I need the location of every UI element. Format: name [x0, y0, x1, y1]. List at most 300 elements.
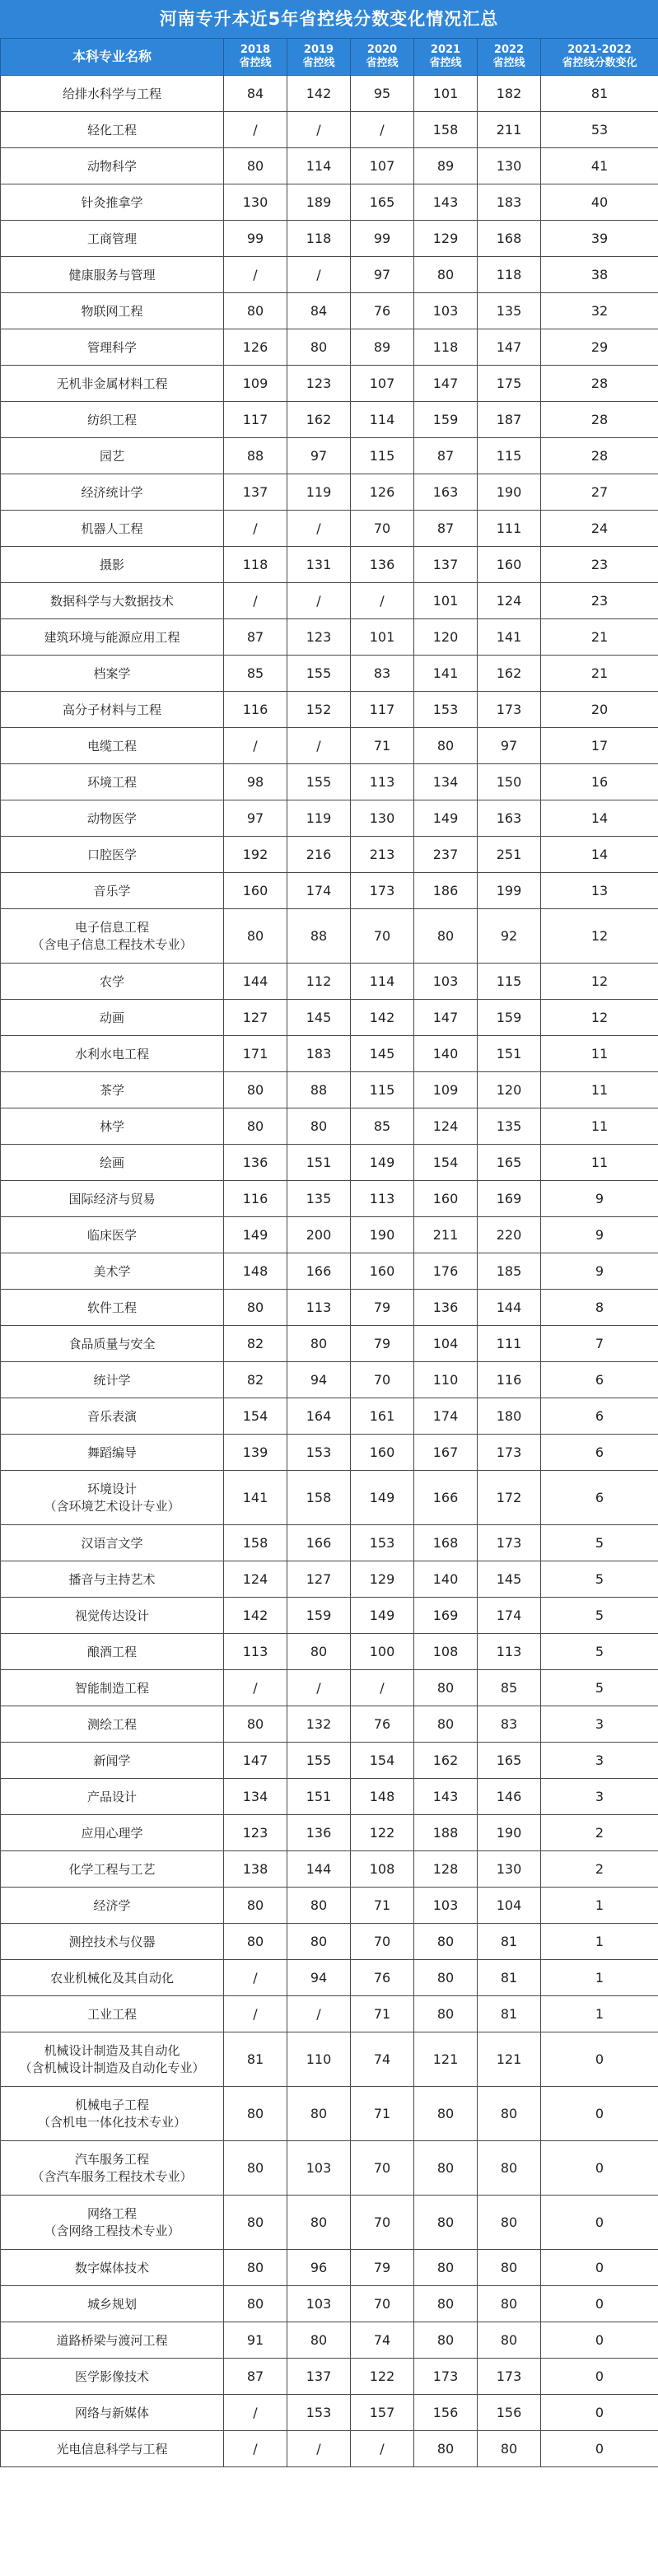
score-2018-cell: /	[224, 257, 287, 293]
score-2022-cell: 120	[478, 1072, 541, 1108]
table-row	[1, 76, 658, 112]
table-row	[1, 1253, 658, 1290]
score-2018-cell: 113	[224, 1634, 287, 1670]
major-name-cell: 音乐表演	[1, 1398, 224, 1435]
score-change-cell: 53	[541, 112, 658, 148]
major-name-cell: 农业机械化及其自动化	[1, 1960, 224, 1996]
score-change-cell: 0	[541, 2196, 658, 2250]
score-2021-cell: 80	[414, 728, 478, 764]
major-name-cell: 经济学	[1, 1888, 224, 1924]
score-2020-cell: 145	[351, 1036, 414, 1072]
score-2019-cell: 164	[287, 1398, 351, 1435]
table-row	[1, 1398, 658, 1435]
major-name-cell: 管理科学	[1, 329, 224, 366]
major-name-cell: 工业工程	[1, 1996, 224, 2032]
score-2020-cell: /	[351, 112, 414, 148]
major-name-cell: 经济统计学	[1, 474, 224, 511]
table-row	[1, 964, 658, 1000]
score-2019-cell: 88	[287, 909, 351, 964]
score-2020-cell: 70	[351, 1362, 414, 1398]
score-2019-cell: 153	[287, 1435, 351, 1471]
major-name-cell: 测控技术与仪器	[1, 1924, 224, 1960]
score-2020-cell: 79	[351, 2250, 414, 2286]
table-row	[1, 329, 658, 366]
major-name-cell: 网络与新媒体	[1, 2395, 224, 2431]
major-name-cell: 舞蹈编导	[1, 1435, 224, 1471]
score-2020-cell: 99	[351, 221, 414, 257]
major-name-cell: 动物科学	[1, 148, 224, 184]
score-change-cell: 14	[541, 837, 658, 873]
score-2022-cell: 92	[478, 909, 541, 964]
score-2021-cell: 147	[414, 1000, 478, 1036]
score-2018-cell: 80	[224, 1108, 287, 1145]
score-2019-cell: 155	[287, 764, 351, 800]
score-2020-cell: 165	[351, 184, 414, 221]
score-2021-cell: 143	[414, 184, 478, 221]
header-row	[1, 39, 658, 76]
score-2019-cell: 152	[287, 692, 351, 728]
score-2018-cell: 130	[224, 184, 287, 221]
major-name-cell: 水利水电工程	[1, 1036, 224, 1072]
score-2018-cell: /	[224, 112, 287, 148]
score-2019-cell: 80	[287, 2087, 351, 2141]
score-2021-cell: 169	[414, 1598, 478, 1634]
page-title: 河南专升本近5年省控线分数变化情况汇总	[0, 0, 658, 38]
score-2020-cell: 129	[351, 1561, 414, 1598]
score-change-cell: 0	[541, 2087, 658, 2141]
score-2021-cell: 188	[414, 1815, 478, 1851]
score-2022-cell: 111	[478, 1326, 541, 1362]
score-2018-cell: 134	[224, 1779, 287, 1815]
score-2022-cell: 251	[478, 837, 541, 873]
score-2018-cell: /	[224, 728, 287, 764]
table-row	[1, 511, 658, 547]
score-2019-cell: 110	[287, 2032, 351, 2087]
score-2021-cell: 211	[414, 1217, 478, 1253]
major-name-cell: 食品质量与安全	[1, 1326, 224, 1362]
major-name-cell: 机器人工程	[1, 511, 224, 547]
table-row	[1, 619, 658, 656]
score-2018-cell: 80	[224, 2250, 287, 2286]
score-2020-cell: 70	[351, 909, 414, 964]
table-row	[1, 2032, 658, 2087]
score-change-cell: 3	[541, 1743, 658, 1779]
score-2018-cell: 141	[224, 1471, 287, 1525]
score-change-cell: 0	[541, 2250, 658, 2286]
table-row	[1, 2395, 658, 2431]
score-2020-cell: 76	[351, 1706, 414, 1743]
score-2019-cell: 80	[287, 1326, 351, 1362]
table-row	[1, 293, 658, 329]
score-2018-cell: 158	[224, 1525, 287, 1561]
score-2019-cell: 151	[287, 1145, 351, 1181]
score-2020-cell: 122	[351, 2359, 414, 2395]
score-2020-cell: 101	[351, 619, 414, 656]
major-name-cell: 临床医学	[1, 1217, 224, 1253]
score-2019-cell: 153	[287, 2395, 351, 2431]
score-2018-cell: 99	[224, 221, 287, 257]
score-2020-cell: 142	[351, 1000, 414, 1036]
score-2018-cell: 80	[224, 148, 287, 184]
score-2018-cell: 116	[224, 692, 287, 728]
major-name-cell: 高分子材料与工程	[1, 692, 224, 728]
score-2022-cell: 144	[478, 1290, 541, 1326]
score-2021-cell: 80	[414, 2322, 478, 2359]
score-2022-cell: 156	[478, 2395, 541, 2431]
score-2020-cell: 76	[351, 1960, 414, 1996]
score-2022-cell: 80	[478, 2286, 541, 2322]
score-2018-cell: 139	[224, 1435, 287, 1471]
score-change-cell: 5	[541, 1525, 658, 1561]
score-change-cell: 29	[541, 329, 658, 366]
score-2021-cell: 87	[414, 438, 478, 474]
score-2019-cell: 158	[287, 1471, 351, 1525]
major-name-cell: 动画	[1, 1000, 224, 1036]
table-row	[1, 2196, 658, 2250]
score-change-cell: 9	[541, 1217, 658, 1253]
score-2022-cell: 80	[478, 2196, 541, 2250]
score-2021-cell: 108	[414, 1634, 478, 1670]
score-2020-cell: 74	[351, 2032, 414, 2087]
score-2019-cell: 131	[287, 547, 351, 583]
score-2018-cell: /	[224, 1960, 287, 1996]
table-row	[1, 2250, 658, 2286]
score-2019-cell: 136	[287, 1815, 351, 1851]
score-2018-cell: 154	[224, 1398, 287, 1435]
table-row	[1, 583, 658, 619]
score-2021-cell: 173	[414, 2359, 478, 2395]
score-2019-cell: 123	[287, 619, 351, 656]
table-row	[1, 1217, 658, 1253]
major-name-cell: 道路桥梁与渡河工程	[1, 2322, 224, 2359]
table-row	[1, 1072, 658, 1108]
major-name-cell: 轻化工程	[1, 112, 224, 148]
table-row	[1, 2286, 658, 2322]
score-change-cell: 5	[541, 1561, 658, 1598]
score-2022-cell: 159	[478, 1000, 541, 1036]
score-2018-cell: 124	[224, 1561, 287, 1598]
major-name-cell: 播音与主持艺术	[1, 1561, 224, 1598]
score-change-cell: 2	[541, 1851, 658, 1888]
major-name-cell: 汉语言文学	[1, 1525, 224, 1561]
score-2022-cell: 160	[478, 547, 541, 583]
score-change-cell: 6	[541, 1471, 658, 1525]
score-2022-cell: 104	[478, 1888, 541, 1924]
score-2021-cell: 128	[414, 1851, 478, 1888]
score-table	[0, 38, 658, 2467]
score-2020-cell: 154	[351, 1743, 414, 1779]
score-2021-cell: 129	[414, 221, 478, 257]
score-2019-cell: 80	[287, 1634, 351, 1670]
score-2022-cell: 85	[478, 1670, 541, 1706]
score-2018-cell: 87	[224, 619, 287, 656]
score-2021-cell: 156	[414, 2395, 478, 2431]
score-2019-cell: 127	[287, 1561, 351, 1598]
score-2020-cell: 149	[351, 1145, 414, 1181]
major-name-cell: 软件工程	[1, 1290, 224, 1326]
score-2019-cell: 174	[287, 873, 351, 909]
score-2019-cell: /	[287, 257, 351, 293]
score-2018-cell: 85	[224, 656, 287, 692]
table-row	[1, 1525, 658, 1561]
score-2020-cell: 126	[351, 474, 414, 511]
score-2022-cell: 115	[478, 438, 541, 474]
score-2018-cell: 137	[224, 474, 287, 511]
score-2020-cell: 108	[351, 1851, 414, 1888]
score-2019-cell: 142	[287, 76, 351, 112]
score-2019-cell: 200	[287, 1217, 351, 1253]
table-row	[1, 366, 658, 402]
major-name-cell: 测绘工程	[1, 1706, 224, 1743]
table-row	[1, 1108, 658, 1145]
score-2019-cell: 155	[287, 1743, 351, 1779]
score-2022-cell: 187	[478, 402, 541, 438]
table-row	[1, 2359, 658, 2395]
score-change-cell: 11	[541, 1145, 658, 1181]
score-2021-cell: 121	[414, 2032, 478, 2087]
header-2018: 2018 省控线	[224, 39, 287, 76]
score-2018-cell: /	[224, 2431, 287, 2467]
table-row	[1, 1706, 658, 1743]
major-name-cell: 电缆工程	[1, 728, 224, 764]
score-2020-cell: 160	[351, 1435, 414, 1471]
major-name-cell: 电子信息工程 （含电子信息工程技术专业）	[1, 909, 224, 964]
score-2022-cell: 172	[478, 1471, 541, 1525]
score-2019-cell: 96	[287, 2250, 351, 2286]
score-change-cell: 1	[541, 1924, 658, 1960]
table-row	[1, 1435, 658, 1471]
score-change-cell: 6	[541, 1362, 658, 1398]
major-name-cell: 音乐学	[1, 873, 224, 909]
score-2019-cell: 112	[287, 964, 351, 1000]
score-change-cell: 0	[541, 2359, 658, 2395]
score-2020-cell: 71	[351, 2087, 414, 2141]
table-row	[1, 474, 658, 511]
score-2020-cell: 79	[351, 1326, 414, 1362]
score-2019-cell: /	[287, 511, 351, 547]
score-2018-cell: 149	[224, 1217, 287, 1253]
score-change-cell: 8	[541, 1290, 658, 1326]
score-2020-cell: 130	[351, 800, 414, 837]
score-2021-cell: 134	[414, 764, 478, 800]
score-2018-cell: 144	[224, 964, 287, 1000]
score-2020-cell: 95	[351, 76, 414, 112]
score-2022-cell: 146	[478, 1779, 541, 1815]
score-2019-cell: 216	[287, 837, 351, 873]
score-2018-cell: 136	[224, 1145, 287, 1181]
score-2019-cell: 113	[287, 1290, 351, 1326]
score-2021-cell: 118	[414, 329, 478, 366]
score-2019-cell: 159	[287, 1598, 351, 1634]
score-2018-cell: 80	[224, 1706, 287, 1743]
score-2021-cell: 89	[414, 148, 478, 184]
major-name-cell: 机械设计制造及其自动化 （含机械设计制造及自动化专业）	[1, 2032, 224, 2087]
major-name-cell: 视觉传达设计	[1, 1598, 224, 1634]
score-change-cell: 5	[541, 1598, 658, 1634]
major-name-cell: 数字媒体技术	[1, 2250, 224, 2286]
score-2022-cell: 199	[478, 873, 541, 909]
header-2020: 2020 省控线	[351, 39, 414, 76]
score-2018-cell: 80	[224, 293, 287, 329]
score-2022-cell: 173	[478, 2359, 541, 2395]
score-2021-cell: 103	[414, 293, 478, 329]
score-change-cell: 21	[541, 656, 658, 692]
table-row	[1, 148, 658, 184]
major-name-cell: 茶学	[1, 1072, 224, 1108]
score-change-cell: 14	[541, 800, 658, 837]
score-2019-cell: /	[287, 728, 351, 764]
score-2022-cell: 81	[478, 1996, 541, 2032]
score-2021-cell: 120	[414, 619, 478, 656]
table-row	[1, 1362, 658, 1398]
table-row	[1, 2322, 658, 2359]
score-2019-cell: /	[287, 2431, 351, 2467]
score-2018-cell: 80	[224, 1888, 287, 1924]
major-name-cell: 美术学	[1, 1253, 224, 1290]
score-2019-cell: 166	[287, 1525, 351, 1561]
table-row	[1, 1743, 658, 1779]
major-name-cell: 化学工程与工艺	[1, 1851, 224, 1888]
table-row	[1, 1181, 658, 1217]
header-major-name: 本科专业名称	[1, 39, 224, 76]
score-2022-cell: 173	[478, 1525, 541, 1561]
score-2021-cell: 101	[414, 583, 478, 619]
score-2021-cell: 154	[414, 1145, 478, 1181]
major-name-cell: 国际经济与贸易	[1, 1181, 224, 1217]
major-name-cell: 环境设计 （含环境艺术设计专业）	[1, 1471, 224, 1525]
score-2020-cell: 79	[351, 1290, 414, 1326]
score-2018-cell: /	[224, 1996, 287, 2032]
score-2020-cell: 70	[351, 511, 414, 547]
score-2020-cell: 71	[351, 1996, 414, 2032]
score-2020-cell: 157	[351, 2395, 414, 2431]
table-row	[1, 1779, 658, 1815]
score-2019-cell: 114	[287, 148, 351, 184]
major-name-cell: 网络工程 （含网络工程技术专业）	[1, 2196, 224, 2250]
score-2018-cell: /	[224, 2395, 287, 2431]
table-row	[1, 1960, 658, 1996]
score-2021-cell: 80	[414, 2250, 478, 2286]
score-2019-cell: 155	[287, 656, 351, 692]
score-2022-cell: 135	[478, 1108, 541, 1145]
score-2021-cell: 87	[414, 511, 478, 547]
score-change-cell: 1	[541, 1960, 658, 1996]
score-change-cell: 32	[541, 293, 658, 329]
score-2019-cell: /	[287, 1996, 351, 2032]
score-2021-cell: 159	[414, 402, 478, 438]
table-row	[1, 1670, 658, 1706]
table-row	[1, 800, 658, 837]
header-2019: 2019 省控线	[287, 39, 351, 76]
table-row	[1, 547, 658, 583]
score-2022-cell: 182	[478, 76, 541, 112]
score-2022-cell: 169	[478, 1181, 541, 1217]
score-change-cell: 0	[541, 2141, 658, 2196]
score-2020-cell: 85	[351, 1108, 414, 1145]
score-2022-cell: 151	[478, 1036, 541, 1072]
score-2021-cell: 124	[414, 1108, 478, 1145]
score-2018-cell: 80	[224, 2087, 287, 2141]
score-2019-cell: 162	[287, 402, 351, 438]
score-2021-cell: 186	[414, 873, 478, 909]
score-2020-cell: 122	[351, 1815, 414, 1851]
score-2021-cell: 162	[414, 1743, 478, 1779]
score-2020-cell: 148	[351, 1779, 414, 1815]
score-2018-cell: 82	[224, 1326, 287, 1362]
score-2022-cell: 116	[478, 1362, 541, 1398]
major-name-cell: 医学影像技术	[1, 2359, 224, 2395]
score-change-cell: 9	[541, 1181, 658, 1217]
score-2018-cell: /	[224, 583, 287, 619]
score-2021-cell: 166	[414, 1471, 478, 1525]
score-2022-cell: 80	[478, 2431, 541, 2467]
score-change-cell: 39	[541, 221, 658, 257]
score-2018-cell: 171	[224, 1036, 287, 1072]
score-change-cell: 16	[541, 764, 658, 800]
score-2020-cell: 70	[351, 2286, 414, 2322]
score-2021-cell: 168	[414, 1525, 478, 1561]
score-2021-cell: 160	[414, 1181, 478, 1217]
score-2022-cell: 162	[478, 656, 541, 692]
score-2021-cell: 143	[414, 1779, 478, 1815]
score-2019-cell: 84	[287, 293, 351, 329]
score-2018-cell: 142	[224, 1598, 287, 1634]
score-2020-cell: 149	[351, 1471, 414, 1525]
score-2020-cell: 161	[351, 1398, 414, 1435]
score-2020-cell: 70	[351, 2196, 414, 2250]
score-change-cell: 0	[541, 2286, 658, 2322]
score-2019-cell: 97	[287, 438, 351, 474]
score-2020-cell: 107	[351, 148, 414, 184]
score-2022-cell: 124	[478, 583, 541, 619]
score-change-cell: 23	[541, 583, 658, 619]
score-2020-cell: /	[351, 583, 414, 619]
score-2019-cell: 80	[287, 1108, 351, 1145]
score-change-cell: 40	[541, 184, 658, 221]
header-2022: 2022 省控线	[478, 39, 541, 76]
score-change-cell: 21	[541, 619, 658, 656]
score-2020-cell: 115	[351, 1072, 414, 1108]
score-change-cell: 12	[541, 1000, 658, 1036]
score-2018-cell: 126	[224, 329, 287, 366]
score-2022-cell: 190	[478, 1815, 541, 1851]
score-change-cell: 13	[541, 873, 658, 909]
score-2020-cell: 76	[351, 293, 414, 329]
table-row	[1, 1290, 658, 1326]
major-name-cell: 物联网工程	[1, 293, 224, 329]
score-2020-cell: 190	[351, 1217, 414, 1253]
score-2018-cell: 80	[224, 2196, 287, 2250]
score-2019-cell: 183	[287, 1036, 351, 1072]
score-2018-cell: 123	[224, 1815, 287, 1851]
score-2019-cell: 80	[287, 1888, 351, 1924]
score-2022-cell: 83	[478, 1706, 541, 1743]
score-2022-cell: 165	[478, 1743, 541, 1779]
score-2022-cell: 180	[478, 1398, 541, 1435]
table-row	[1, 692, 658, 728]
major-name-cell: 无机非金属材料工程	[1, 366, 224, 402]
score-2019-cell: 132	[287, 1706, 351, 1743]
score-2020-cell: 149	[351, 1598, 414, 1634]
score-change-cell: 28	[541, 366, 658, 402]
score-change-cell: 2	[541, 1815, 658, 1851]
score-change-cell: 0	[541, 2032, 658, 2087]
major-name-cell: 工商管理	[1, 221, 224, 257]
score-2021-cell: 237	[414, 837, 478, 873]
score-2021-cell: 80	[414, 2431, 478, 2467]
score-2022-cell: 165	[478, 1145, 541, 1181]
score-2018-cell: 84	[224, 76, 287, 112]
